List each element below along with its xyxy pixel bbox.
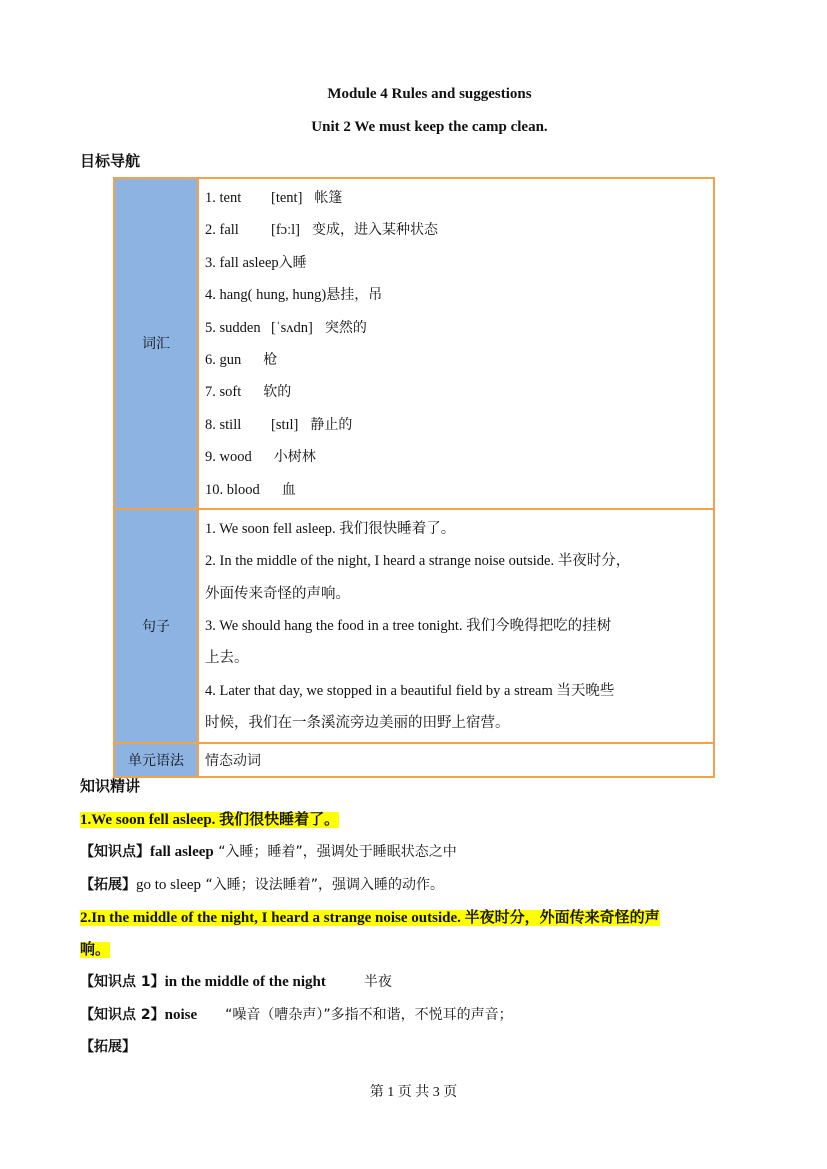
vocab-item: [205, 344, 705, 376]
vocab-item: [205, 214, 705, 246]
section-heading-goals: 目标导航: [80, 154, 141, 170]
vocab-word: 4. hang( hung, hung): [205, 287, 327, 304]
vocab-item: [205, 312, 705, 344]
vocab-meaning: 枪: [263, 351, 278, 368]
sentence-line: 上去。: [205, 650, 249, 667]
knowledge-2-point-1: 【知识点 1】in the middle of the night 半夜: [80, 974, 392, 990]
vocab-word: 6. gun: [205, 351, 242, 368]
vocab-meaning: 血: [281, 481, 296, 498]
vocab-word: 5. sudden: [205, 319, 261, 336]
sentence-line: 外面传来奇怪的声响。: [205, 585, 350, 602]
grammar-label-cell: [114, 743, 198, 777]
knowledge-1-point: 【知识点】fall asleep “入睡；睡着”，强调处于睡眠状态之中: [80, 844, 457, 860]
vocab-phonetic: [ˈsʌdn]: [271, 319, 313, 336]
grammar-cell: [198, 743, 714, 777]
knowledge-2-title: 2.In the middle of the night, I heard a strange noise outside. 半夜时分，外面传来奇怪的声: [80, 910, 660, 926]
page-footer: 第 1 页 共 3 页: [369, 1085, 458, 1100]
goals-table: [113, 177, 715, 778]
sentence-line: 4. Later that day, we stopped in a beautiful field by a stream 当天晚些: [205, 682, 615, 699]
vocab-item: [205, 247, 705, 279]
vocab-item: [205, 279, 705, 311]
vocab-meaning: 帐篷: [314, 190, 343, 206]
sentence-line: 1. We soon fell asleep. 我们很快睡着了。: [205, 520, 456, 537]
document-subtitle: Unit 2 We must keep the camp clean.: [311, 119, 548, 135]
vocab-meaning: 变成，进入某种状态: [311, 222, 438, 239]
vocab-phonetic: [tent]: [271, 190, 303, 206]
sentence-line: 时候，我们在一条溪流旁边美丽的田野上宿营。: [205, 715, 510, 732]
sentence-label-cell: [114, 509, 198, 743]
vocab-meaning: 突然的: [324, 319, 367, 336]
vocab-meaning: 软的: [263, 384, 292, 401]
vocab-word: 2. fall: [205, 222, 239, 239]
knowledge-2-point-2: 【知识点 2】noise “噪音（嘈杂声）”多指不和谐，不悦耳的声音；: [80, 1007, 513, 1023]
knowledge-2-extension: 【拓展】: [80, 1039, 136, 1055]
vocab-meaning: 小树林: [273, 449, 316, 466]
knowledge-1-extension: 【拓展】go to sleep “入睡；设法睡着”，强调入睡的动作。: [80, 877, 444, 893]
vocab-item: [205, 409, 705, 441]
vocab-word: 10. blood: [205, 481, 260, 498]
vocab-meaning: 静止的: [310, 416, 353, 433]
sentence-line: 2. In the middle of the night, I heard a strange noise outside. 半夜时分，: [205, 553, 631, 570]
vocab-phonetic: [stɪl]: [271, 416, 299, 433]
sentence-cell: [198, 509, 714, 743]
document-title: Module 4 Rules and suggestions: [327, 86, 532, 102]
grammar-label: 单元语法: [128, 752, 184, 769]
vocab-label-cell: [114, 178, 198, 509]
vocab-item: [205, 441, 705, 473]
knowledge-2-title-cont: 响。: [80, 942, 111, 958]
vocab-cell: [198, 178, 714, 509]
vocab-word: 3. fall asleep: [205, 254, 279, 271]
vocab-word: 7. soft: [205, 384, 242, 401]
section-heading-knowledge: 知识精讲: [80, 779, 141, 795]
vocab-phonetic: [fɔːl]: [271, 222, 300, 239]
vocab-word: 1. tent: [205, 190, 242, 206]
vocab-item: [205, 474, 705, 506]
vocab-word: 9. wood: [205, 449, 252, 466]
sentence-label: 句子: [142, 618, 170, 635]
vocab-item: [205, 376, 705, 408]
vocab-item: [205, 182, 705, 214]
sentence-line: 3. We should hang the food in a tree tonight. 我们今晚得把吃的挂树: [205, 618, 612, 635]
knowledge-1-title: 1.We soon fell asleep. 我们很快睡着了。: [80, 812, 340, 828]
vocab-word: 8. still: [205, 416, 242, 433]
vocab-meaning: 悬挂，吊: [326, 287, 383, 304]
vocab-meaning: 入睡: [278, 254, 307, 271]
vocab-label: 词汇: [142, 336, 170, 353]
grammar-value: 情态动词: [205, 752, 261, 769]
